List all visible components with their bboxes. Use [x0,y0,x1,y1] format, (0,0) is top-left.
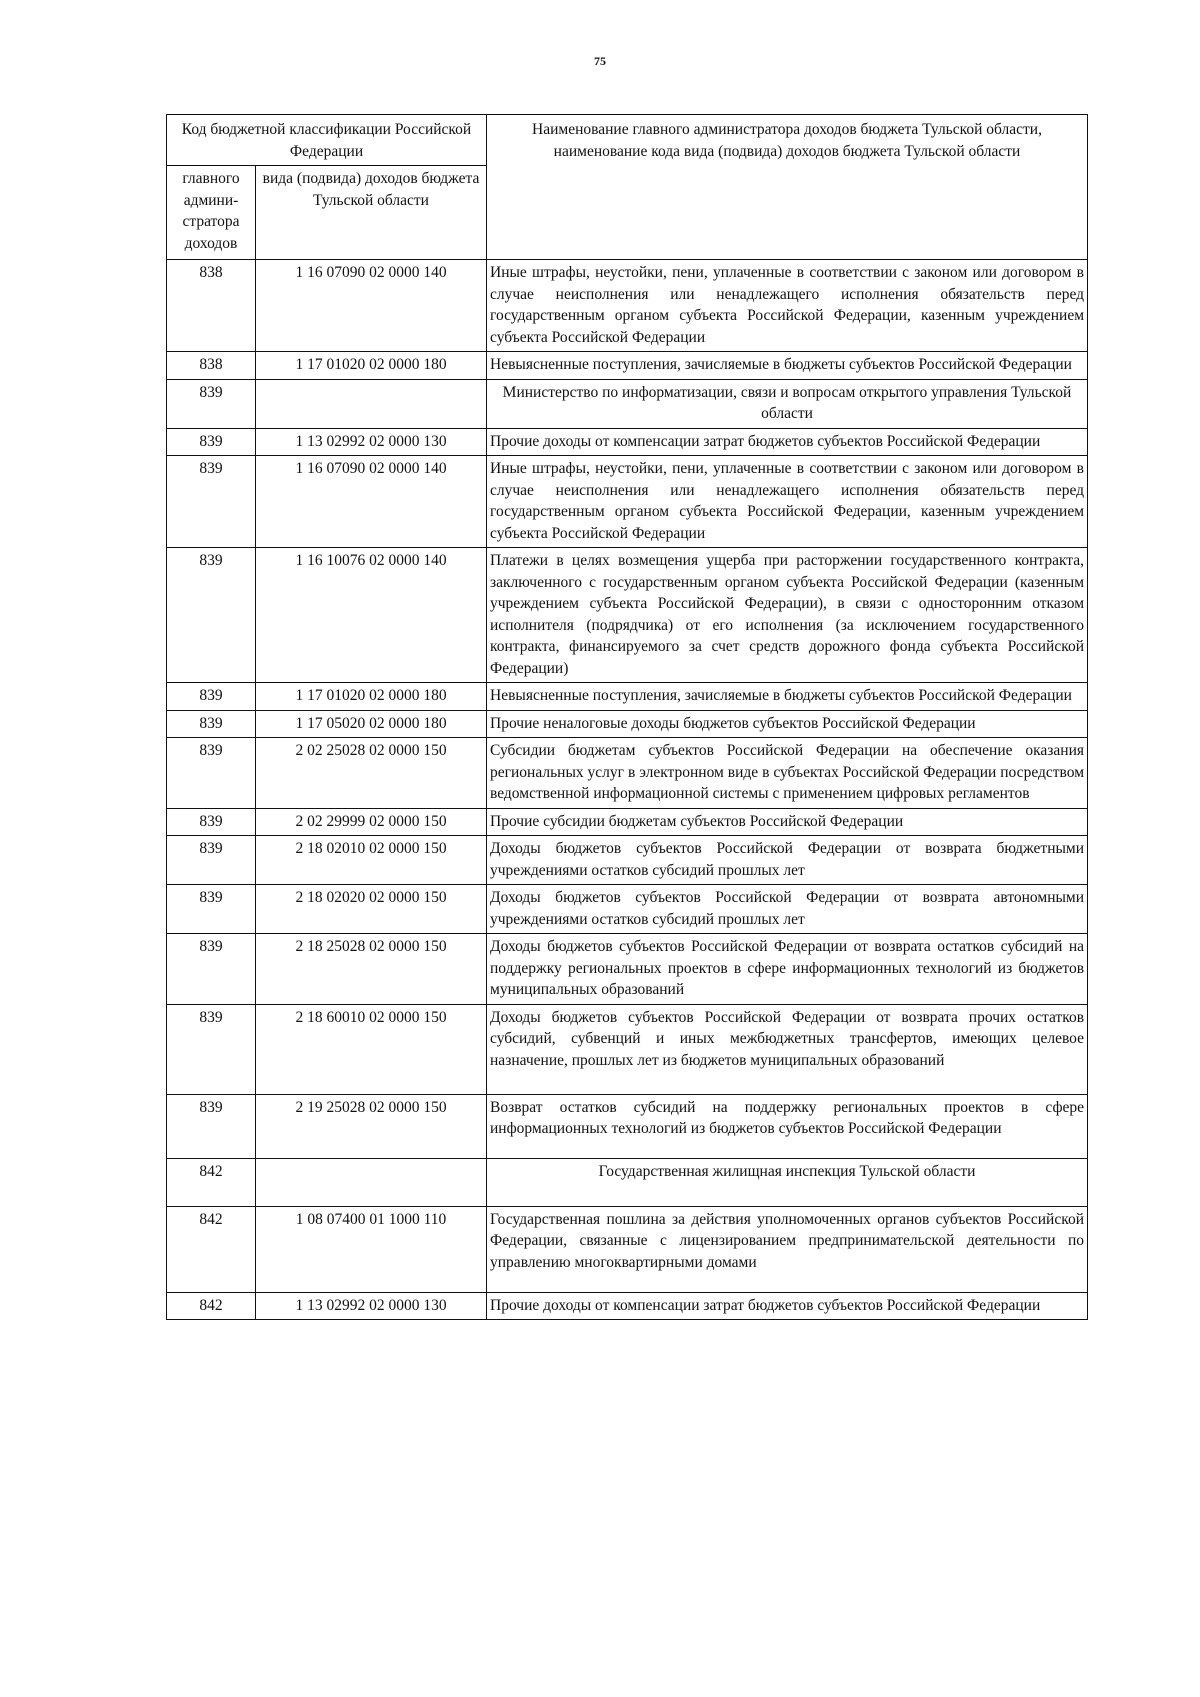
revenue-code-cell: 1 17 01020 02 0000 180 [256,352,487,380]
admin-code-cell: 839 [167,808,256,836]
revenue-code-cell: 2 18 60010 02 0000 150 [256,1004,487,1094]
admin-code-cell: 842 [167,1158,256,1206]
table-row [167,1158,1088,1206]
header-row-top [167,115,1088,166]
table-row [167,836,1088,885]
revenue-name-cell: Невыясненные поступления, зачисляемые в бюджеты субъектов Российской Федерации [487,352,1088,380]
revenue-code-cell: 2 19 25028 02 0000 150 [256,1094,487,1158]
table-row [167,710,1088,738]
table-row [167,934,1088,1005]
revenue-name-cell: Прочие доходы от компенсации затрат бюджетов субъектов Российской Федерации [487,1292,1088,1320]
revenue-name-cell: Доходы бюджетов субъектов Российской Федерации от возврата прочих остатков субсидий, субвенций и иных межбюджетных трансфертов, имеющих целевое назначение, прошлых лет из бюджетов муниципальных образований [487,1004,1088,1094]
admin-code-cell: 838 [167,352,256,380]
page-number: 75 [594,54,606,68]
table-row [167,352,1088,380]
table-row [167,738,1088,809]
admin-code-cell: 839 [167,1094,256,1158]
revenue-name-cell: Невыясненные поступления, зачисляемые в бюджеты субъектов Российской Федерации [487,683,1088,711]
revenue-code-cell: 1 17 01020 02 0000 180 [256,683,487,711]
revenue-name-cell: Доходы бюджетов субъектов Российской Федерации от возврата бюджетными учреждениями остатков субсидий прошлых лет [487,836,1088,885]
table-row [167,379,1088,428]
admin-code-cell: 839 [167,379,256,428]
header-admin-column: главного админи-стратора доходов [167,166,256,260]
revenue-code-cell: 2 02 29999 02 0000 150 [256,808,487,836]
admin-code-cell: 839 [167,428,256,456]
table-row [167,428,1088,456]
admin-code-cell: 838 [167,260,256,352]
revenue-code-cell: 1 08 07400 01 1000 110 [256,1206,487,1292]
revenue-name-cell: Платежи в целях возмещения ущерба при расторжении государственного контракта, заключенного с государственным органом субъекта Российской Федерации (казенным учреждением субъекта Российской Федерации), в связи с односторонним отказом исполнителя (подрядчика) от его исполнения (за исключением государственного контракта, финансируемого за счет средств дорожного фонда субъекта Российской Федерации) [487,548,1088,683]
table-row [167,1094,1088,1158]
admin-code-cell: 839 [167,683,256,711]
budget-classification-table [166,114,1088,1320]
admin-code-cell: 839 [167,836,256,885]
revenue-code-cell: 2 18 02010 02 0000 150 [256,836,487,885]
revenue-code-cell: 1 16 07090 02 0000 140 [256,456,487,548]
header-name-column: Наименование главного администратора доходов бюджета Тульской области, наименование кода вида (подвида) доходов бюджета Тульской области [487,115,1088,260]
agency-title-cell: Государственная жилищная инспекция Тульской области [487,1158,1088,1206]
table-row [167,1004,1088,1094]
revenue-name-cell: Иные штрафы, неустойки, пени, уплаченные в соответствии с законом или договором в случае неисполнения или ненадлежащего исполнения обязательств перед государственным органом субъекта Российской Федерации, казенным учреждением субъекта Российской Федерации [487,456,1088,548]
admin-code-cell: 839 [167,456,256,548]
revenue-code-cell: 2 18 25028 02 0000 150 [256,934,487,1005]
admin-code-cell: 839 [167,738,256,809]
revenue-name-cell: Прочие неналоговые доходы бюджетов субъектов Российской Федерации [487,710,1088,738]
table-row [167,548,1088,683]
admin-code-cell: 839 [167,934,256,1005]
revenue-code-cell: 1 13 02992 02 0000 130 [256,428,487,456]
table-row [167,1206,1088,1292]
admin-code-cell: 839 [167,885,256,934]
revenue-code-cell: 2 02 25028 02 0000 150 [256,738,487,809]
header-code-column: вида (подвида) доходов бюджета Тульской области [256,166,487,260]
table-row [167,1292,1088,1320]
admin-code-cell: 842 [167,1292,256,1320]
revenue-name-cell: Государственная пошлина за действия уполномоченных органов субъектов Российской Федерации, связанные с лицензированием предпринимательской деятельности по управлению многоквартирными домами [487,1206,1088,1292]
revenue-code-cell: 2 18 02020 02 0000 150 [256,885,487,934]
revenue-code-cell: 1 16 07090 02 0000 140 [256,260,487,352]
agency-title-cell: Министерство по информатизации, связи и вопросам открытого управления Тульской области [487,379,1088,428]
admin-code-cell: 839 [167,1004,256,1094]
revenue-name-cell: Возврат остатков субсидий на поддержку региональных проектов в сфере информационных технологий из бюджетов субъектов Российской Федерации [487,1094,1088,1158]
revenue-name-cell: Субсидии бюджетам субъектов Российской Федерации на обеспечение оказания региональных услуг в электронном виде в субъектах Российской Федерации посредством ведомственной информационной системы с применением цифровых регламентов [487,738,1088,809]
revenue-name-cell: Прочие доходы от компенсации затрат бюджетов субъектов Российской Федерации [487,428,1088,456]
header-group-title: Код бюджетной классификации Российской Федерации [167,115,487,166]
admin-code-cell: 842 [167,1206,256,1292]
revenue-code-cell: 1 17 05020 02 0000 180 [256,710,487,738]
table-row [167,683,1088,711]
revenue-name-cell: Доходы бюджетов субъектов Российской Федерации от возврата остатков субсидий на поддержку региональных проектов в сфере информационных технологий из бюджетов муниципальных образований [487,934,1088,1005]
table-row [167,456,1088,548]
table-row [167,260,1088,352]
budget-classification-table-wrap [166,114,1088,1320]
revenue-code-cell: 1 13 02992 02 0000 130 [256,1292,487,1320]
revenue-name-cell: Иные штрафы, неустойки, пени, уплаченные в соответствии с законом или договором в случае неисполнения или ненадлежащего исполнения обязательств перед государственным органом субъекта Российской Федерации, казенным учреждением субъекта Российской Федерации [487,260,1088,352]
revenue-name-cell: Прочие субсидии бюджетам субъектов Российской Федерации [487,808,1088,836]
table-row [167,808,1088,836]
revenue-code-cell: 1 16 10076 02 0000 140 [256,548,487,683]
table-row [167,885,1088,934]
revenue-name-cell: Доходы бюджетов субъектов Российской Федерации от возврата автономными учреждениями остатков субсидий прошлых лет [487,885,1088,934]
table-body [167,260,1088,1320]
revenue-code-cell [256,379,487,428]
admin-code-cell: 839 [167,548,256,683]
admin-code-cell: 839 [167,710,256,738]
revenue-code-cell [256,1158,487,1206]
